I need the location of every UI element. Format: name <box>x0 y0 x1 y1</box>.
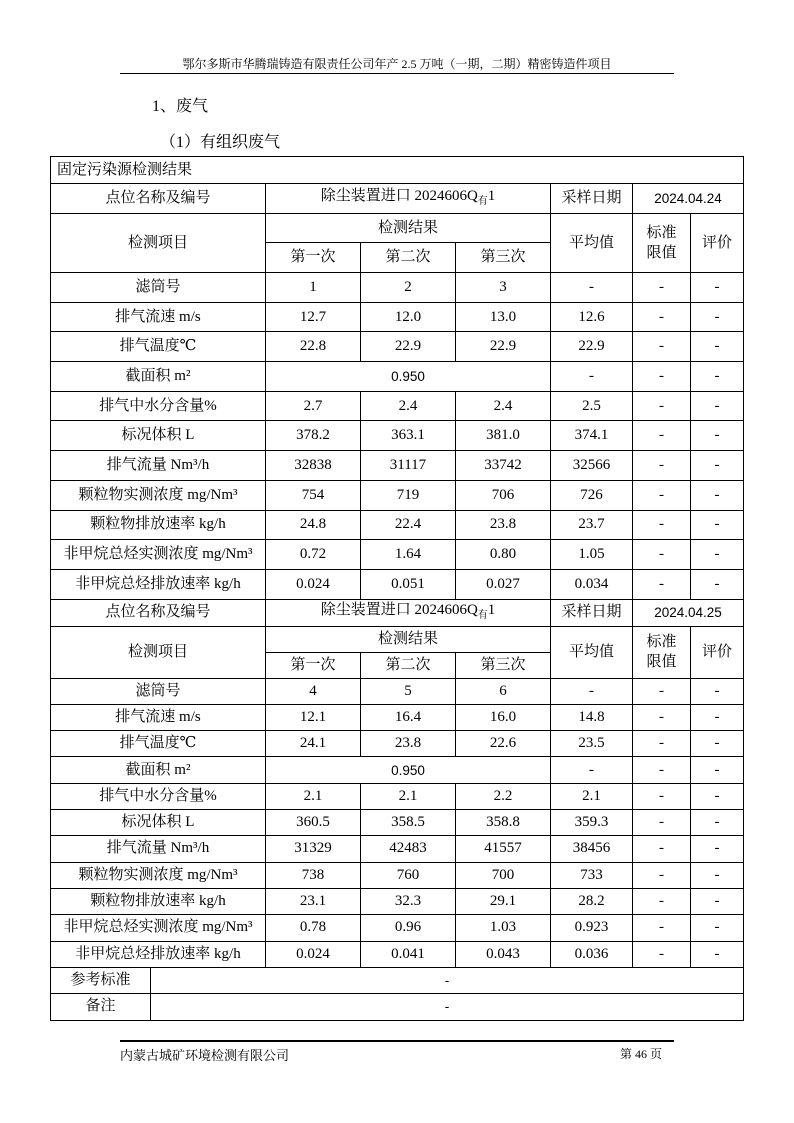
value-second: 719 <box>361 480 456 510</box>
value-evaluation: - <box>691 273 744 303</box>
value-third: 3 <box>456 273 551 303</box>
item-name: 排气流速 m/s <box>51 302 266 332</box>
value-second: 2.4 <box>361 391 456 421</box>
second-header: 第二次 <box>361 652 456 678</box>
value-third: 0.043 <box>456 941 551 967</box>
point-code: 除尘装置进口 2024606Q <box>320 187 478 204</box>
table-row <box>51 862 744 888</box>
value-average: 359.3 <box>551 810 633 836</box>
value-evaluation: - <box>691 757 744 783</box>
value-average: 12.6 <box>551 302 633 332</box>
point-value <box>266 184 551 214</box>
value-first: 32838 <box>266 451 361 481</box>
item-name: 截面积 m² <box>51 757 266 783</box>
value-second: 0.96 <box>361 915 456 941</box>
value-third: 16.0 <box>456 704 551 730</box>
item-header: 检测项目 <box>51 626 266 678</box>
value-third: 2.2 <box>456 783 551 809</box>
value-second: 32.3 <box>361 888 456 914</box>
value-first: 378.2 <box>266 421 361 451</box>
average-header: 平均值 <box>551 626 633 678</box>
value-average: 38456 <box>551 836 633 862</box>
value-third: 358.8 <box>456 810 551 836</box>
value-third: 23.8 <box>456 510 551 540</box>
first-header: 第一次 <box>266 652 361 678</box>
value-limit: - <box>633 810 691 836</box>
value-evaluation: - <box>691 862 744 888</box>
remarks-value: - <box>151 993 744 1020</box>
value-average: - <box>551 757 633 783</box>
value-evaluation: - <box>691 391 744 421</box>
item-name: 滤筒号 <box>51 273 266 303</box>
table-row <box>51 704 744 730</box>
value-limit: - <box>633 941 691 967</box>
value-limit: - <box>633 915 691 941</box>
value-second: 31117 <box>361 451 456 481</box>
point-code-subscript: 有 <box>477 609 488 621</box>
point-label: 点位名称及编号 <box>51 184 266 214</box>
item-name: 截面积 m² <box>51 362 266 392</box>
value-limit: - <box>633 540 691 570</box>
page-header: 鄂尔多斯市华腾瑞铸造有限责任公司年产 2.5 万吨（一期，二期）精密铸造件项目 <box>182 57 612 71</box>
value-third: 1.03 <box>456 915 551 941</box>
value-limit: - <box>633 273 691 303</box>
value-evaluation: - <box>691 888 744 914</box>
second-header: 第二次 <box>361 243 456 273</box>
value-third: 700 <box>456 862 551 888</box>
value-evaluation: - <box>691 302 744 332</box>
value-second: 23.8 <box>361 731 456 757</box>
table-row <box>51 783 744 809</box>
value-evaluation: - <box>691 569 744 599</box>
item-name: 标况体积 L <box>51 810 266 836</box>
table-row <box>51 757 744 783</box>
value-average: 2.5 <box>551 391 633 421</box>
table-row <box>51 332 744 362</box>
emission-results-table <box>50 156 744 1021</box>
footer-divider <box>120 1040 674 1042</box>
value-limit: - <box>633 731 691 757</box>
table-row <box>51 480 744 510</box>
item-name: 滤筒号 <box>51 678 266 704</box>
footer-company: 内蒙古城矿环境检测有限公司 <box>120 1048 290 1063</box>
point-value <box>266 599 551 626</box>
point-code-subscript: 有 <box>477 195 488 207</box>
table-row <box>51 569 744 599</box>
value-first: 360.5 <box>266 810 361 836</box>
item-name: 排气流量 Nm³/h <box>51 451 266 481</box>
table-row <box>51 810 744 836</box>
value-average: 22.9 <box>551 332 633 362</box>
value-limit: - <box>633 421 691 451</box>
value-evaluation: - <box>691 810 744 836</box>
value-average: 14.8 <box>551 704 633 730</box>
value-evaluation: - <box>691 678 744 704</box>
value-average: 28.2 <box>551 888 633 914</box>
table-row <box>51 941 744 967</box>
value-first: 0.024 <box>266 569 361 599</box>
value-limit: - <box>633 391 691 421</box>
value-evaluation: - <box>691 836 744 862</box>
value-average: 0.034 <box>551 569 633 599</box>
table-row <box>51 362 744 392</box>
sampling-date-label: 采样日期 <box>551 599 633 626</box>
value-first: 31329 <box>266 836 361 862</box>
table-row <box>51 731 744 757</box>
value-third: 2.4 <box>456 391 551 421</box>
item-name: 排气中水分含量% <box>51 783 266 809</box>
table-row <box>51 273 744 303</box>
table-row <box>51 888 744 914</box>
item-name: 颗粒物实测浓度 mg/Nm³ <box>51 480 266 510</box>
footer-page-number: 第 46 页 <box>620 1047 663 1061</box>
reference-label: 参考标准 <box>51 967 151 993</box>
item-name: 非甲烷总烃排放速率 kg/h <box>51 569 266 599</box>
value-second: 760 <box>361 862 456 888</box>
value-second: 358.5 <box>361 810 456 836</box>
sampling-date-value: 2024.04.24 <box>633 184 744 214</box>
item-name: 排气流量 Nm³/h <box>51 836 266 862</box>
result-header: 检测结果 <box>266 214 551 243</box>
value-third: 6 <box>456 678 551 704</box>
value-average: 0.923 <box>551 915 633 941</box>
value-third: 13.0 <box>456 302 551 332</box>
item-name: 非甲烷总烃实测浓度 mg/Nm³ <box>51 915 266 941</box>
value-evaluation: - <box>691 362 744 392</box>
item-name: 排气温度℃ <box>51 731 266 757</box>
result-header: 检测结果 <box>266 626 551 652</box>
item-name: 排气温度℃ <box>51 332 266 362</box>
table-row <box>51 421 744 451</box>
value-evaluation: - <box>691 540 744 570</box>
value-limit: - <box>633 332 691 362</box>
item-name: 颗粒物排放速率 kg/h <box>51 888 266 914</box>
sampling-date-label: 采样日期 <box>551 184 633 214</box>
value-first: 0.72 <box>266 540 361 570</box>
value-evaluation: - <box>691 783 744 809</box>
value-third: 22.6 <box>456 731 551 757</box>
value-average: - <box>551 678 633 704</box>
value-second: 0.051 <box>361 569 456 599</box>
table-row <box>51 540 744 570</box>
value-third: 706 <box>456 480 551 510</box>
value-limit: - <box>633 836 691 862</box>
item-name: 标况体积 L <box>51 421 266 451</box>
value-limit: - <box>633 783 691 809</box>
value-evaluation: - <box>691 731 744 757</box>
value-limit: - <box>633 862 691 888</box>
value-first: 24.1 <box>266 731 361 757</box>
value-limit: - <box>633 704 691 730</box>
value-second: 22.9 <box>361 332 456 362</box>
limit-header: 标准限值 <box>633 626 691 678</box>
value-second: 22.4 <box>361 510 456 540</box>
value-evaluation: - <box>691 915 744 941</box>
merged-value: 0.950 <box>266 362 551 392</box>
value-limit: - <box>633 678 691 704</box>
value-second: 1.64 <box>361 540 456 570</box>
value-first: 754 <box>266 480 361 510</box>
sampling-date-value: 2024.04.25 <box>633 599 744 626</box>
value-third: 33742 <box>456 451 551 481</box>
table-row <box>51 451 744 481</box>
limit-header: 标准限值 <box>633 214 691 273</box>
value-limit: - <box>633 569 691 599</box>
value-second: 2 <box>361 273 456 303</box>
value-evaluation: - <box>691 451 744 481</box>
value-second: 2.1 <box>361 783 456 809</box>
value-evaluation: - <box>691 704 744 730</box>
value-evaluation: - <box>691 510 744 540</box>
first-header: 第一次 <box>266 243 361 273</box>
value-limit: - <box>633 362 691 392</box>
value-third: 0.80 <box>456 540 551 570</box>
value-evaluation: - <box>691 421 744 451</box>
value-limit: - <box>633 451 691 481</box>
value-second: 16.4 <box>361 704 456 730</box>
item-name: 排气流速 m/s <box>51 704 266 730</box>
table-row <box>51 510 744 540</box>
value-average: - <box>551 362 633 392</box>
value-first: 22.8 <box>266 332 361 362</box>
value-first: 0.78 <box>266 915 361 941</box>
value-first: 12.7 <box>266 302 361 332</box>
point-code: 除尘装置进口 2024606Q <box>320 601 478 618</box>
value-evaluation: - <box>691 941 744 967</box>
value-average: 726 <box>551 480 633 510</box>
value-average: 0.036 <box>551 941 633 967</box>
value-average: 2.1 <box>551 783 633 809</box>
third-header: 第三次 <box>456 243 551 273</box>
value-limit: - <box>633 302 691 332</box>
point-label: 点位名称及编号 <box>51 599 266 626</box>
value-second: 12.0 <box>361 302 456 332</box>
value-first: 2.7 <box>266 391 361 421</box>
value-third: 29.1 <box>456 888 551 914</box>
value-average: 32566 <box>551 451 633 481</box>
item-name: 颗粒物排放速率 kg/h <box>51 510 266 540</box>
item-name: 排气中水分含量% <box>51 391 266 421</box>
value-first: 23.1 <box>266 888 361 914</box>
average-header: 平均值 <box>551 214 633 273</box>
value-limit: - <box>633 510 691 540</box>
value-third: 41557 <box>456 836 551 862</box>
value-average: - <box>551 273 633 303</box>
value-third: 22.9 <box>456 332 551 362</box>
value-third: 381.0 <box>456 421 551 451</box>
merged-value: 0.950 <box>266 757 551 783</box>
value-first: 2.1 <box>266 783 361 809</box>
value-second: 363.1 <box>361 421 456 451</box>
table-row <box>51 391 744 421</box>
evaluation-header: 评价 <box>691 214 744 273</box>
value-evaluation: - <box>691 480 744 510</box>
header-divider <box>120 73 674 74</box>
table-title: 固定污染源检测结果 <box>51 157 744 184</box>
value-second: 0.041 <box>361 941 456 967</box>
value-evaluation: - <box>691 332 744 362</box>
table-row <box>51 915 744 941</box>
value-first: 1 <box>266 273 361 303</box>
section-title: 1、废气 <box>152 98 209 115</box>
table-row <box>51 836 744 862</box>
third-header: 第三次 <box>456 652 551 678</box>
value-first: 0.024 <box>266 941 361 967</box>
value-third: 0.027 <box>456 569 551 599</box>
remarks-label: 备注 <box>51 993 151 1020</box>
value-average: 23.5 <box>551 731 633 757</box>
point-code-number: 1 <box>487 601 496 618</box>
value-first: 12.1 <box>266 704 361 730</box>
value-average: 733 <box>551 862 633 888</box>
reference-value: - <box>151 967 744 993</box>
value-second: 42483 <box>361 836 456 862</box>
value-first: 4 <box>266 678 361 704</box>
table-row <box>51 678 744 704</box>
item-name: 非甲烷总烃实测浓度 mg/Nm³ <box>51 540 266 570</box>
point-code-number: 1 <box>487 187 496 204</box>
value-average: 374.1 <box>551 421 633 451</box>
value-average: 1.05 <box>551 540 633 570</box>
value-limit: - <box>633 888 691 914</box>
value-first: 738 <box>266 862 361 888</box>
subsection-title: （1）有组织废气 <box>160 134 281 151</box>
evaluation-header: 评价 <box>691 626 744 678</box>
value-limit: - <box>633 480 691 510</box>
value-second: 5 <box>361 678 456 704</box>
table-row <box>51 302 744 332</box>
value-average: 23.7 <box>551 510 633 540</box>
item-name: 颗粒物实测浓度 mg/Nm³ <box>51 862 266 888</box>
value-first: 24.8 <box>266 510 361 540</box>
value-limit: - <box>633 757 691 783</box>
item-name: 非甲烷总烃排放速率 kg/h <box>51 941 266 967</box>
item-header: 检测项目 <box>51 214 266 273</box>
